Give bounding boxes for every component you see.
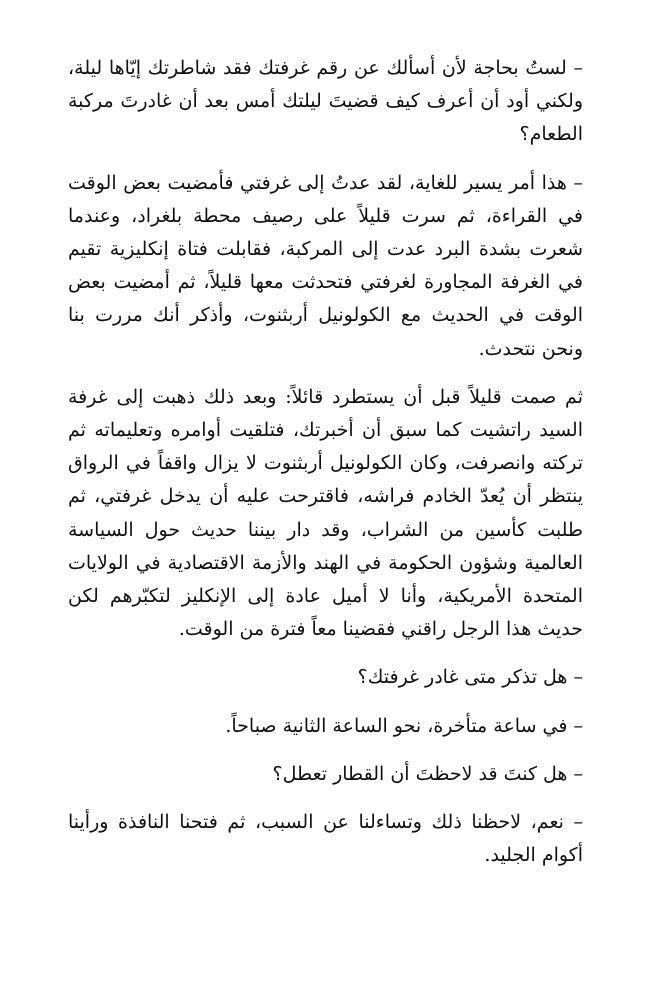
paragraph-question-left-room: – هل تذكر متى غادر غرفتك؟ [357, 666, 583, 689]
paragraph-answer-snow: – نعم، لاحظنا ذلك وتساءلنا عن السبب، ثم فتحنا النافذة ورأينا أكوام الجليد. [68, 811, 583, 867]
paragraph-evening-account: – هذا أمر يسير للغاية، لقد عدتُ إلى غرفتي فأمضيت بعض الوقت في القراءة، ثم سرت قليلاً على رصيف محطة بلغراد، وعندما شعرت بشدة البرد عدت إلى المركبة، فقابلت فتاة إنكليزية تقيم في الغرفة المجاورة لغرفتي فتحدثت معها قليلاً، ثم أمضيت بعض الوقت في الحديث مع الكولونيل أربثنوت، وأذكر أنك مررت بنا ونحن نتحدث. [68, 171, 583, 360]
paragraph-conversation: ثم صمت قليلاً قبل أن يستطرد قائلاً: وبعد ذلك ذهبت إلى غرفة السيد راتشيت كما سبق أن أخبرتك، فتلقيت أوامره وتعليماته ثم تركته وانصرفت، وكان الكولونيل أربثنوت لا يزال واقفاً في الرواق ينتظر أن يُعدّ الخادم فراشه، فاقترحت عليه أن يدخل غرفتي، ثم طلبت كأسين من الشراب، وقد دار بيننا حديث حول السياسة العالمية وشؤون الحكومة في الهند والأزمة الاقتصادية في الولايات المتحدة الأمريكية، وأنا لا أميل عادة إلى الإنكليز لتكبّرهم لكن حديث هذا الرجل راقني فقضينا معاً فترة من الوقت. [68, 385, 583, 641]
paragraph-question-train-stopped: – هل كنتَ قد لاحظتَ أن القطار تعطل؟ [272, 762, 583, 785]
paragraph-answer-time: – في ساعة متأخرة، نحو الساعة الثانية صباحاً. [225, 714, 583, 737]
paragraph-room-question: – لستُ بحاجة لأن أسألك عن رقم غرفتك فقد شاطرتك إيّاها ليلة، ولكني أود أن أعرف كيف قضيتَ ليلتك أمس بعد أن غادرتَ مركبة الطعام؟ [68, 57, 583, 146]
